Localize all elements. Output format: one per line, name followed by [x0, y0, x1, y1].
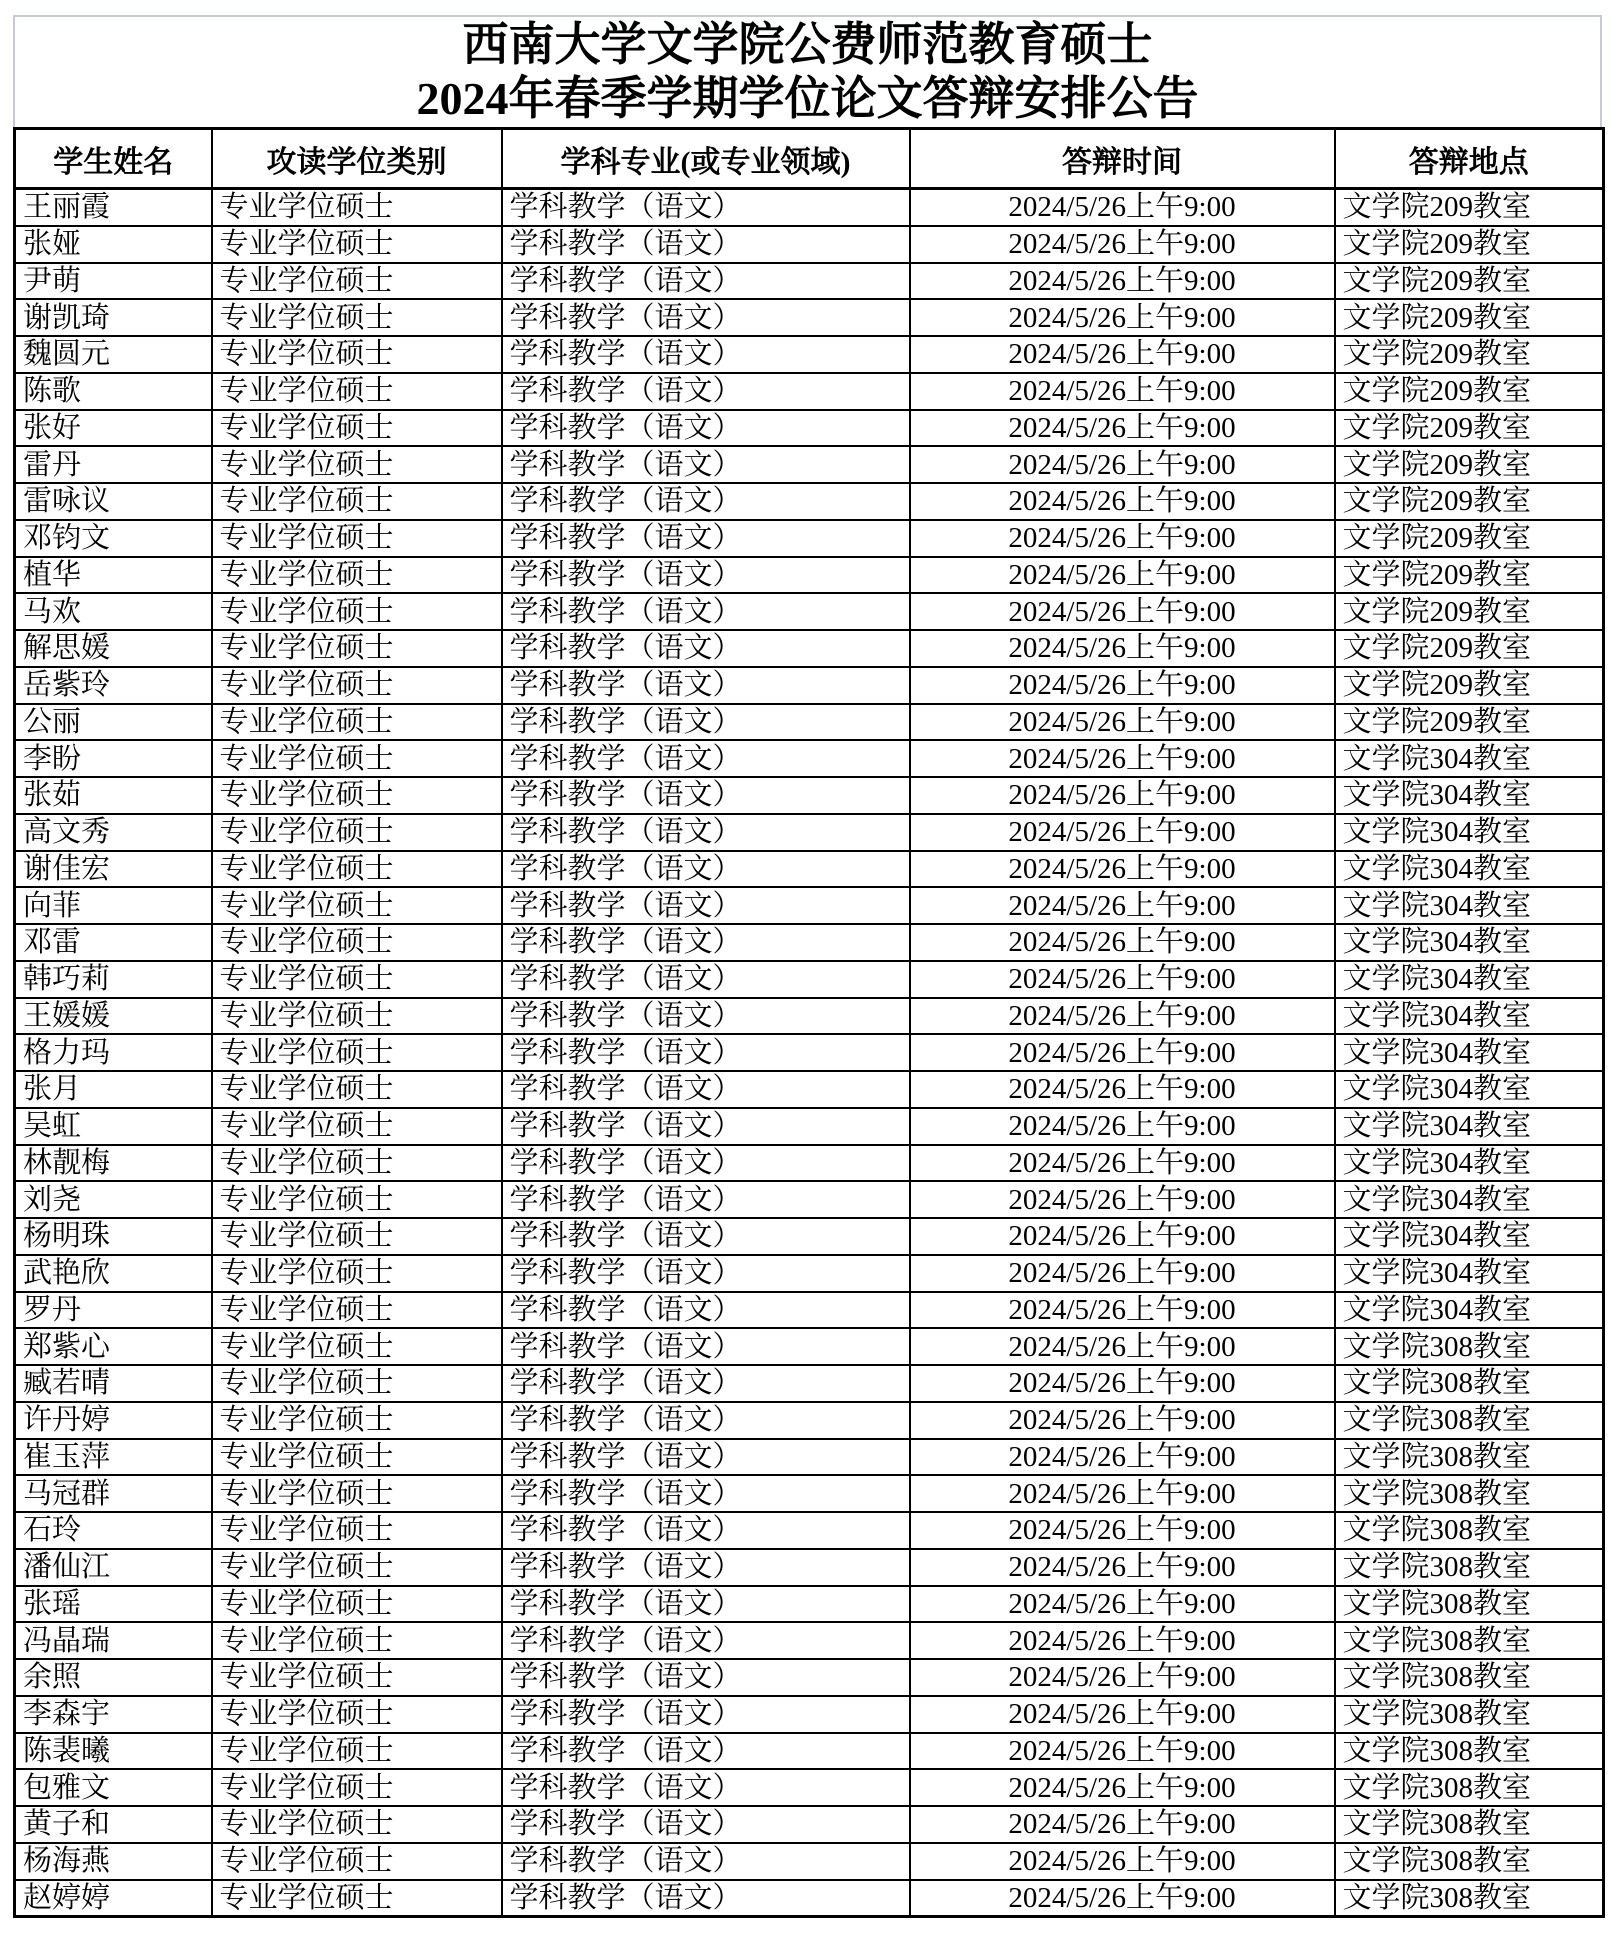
student-name-cell: 杨海燕 [15, 1843, 212, 1880]
defense-time-cell: 2024/5/26上午9:00 [910, 336, 1335, 373]
defense-time-cell: 2024/5/26上午9:00 [910, 1218, 1335, 1255]
defense-location-cell: 文学院209教室 [1335, 630, 1604, 667]
defense-location-cell: 文学院308教室 [1335, 1733, 1604, 1770]
defense-time-cell: 2024/5/26上午9:00 [910, 1512, 1335, 1549]
student-name-cell: 张好 [15, 410, 212, 447]
table-row [15, 1512, 1604, 1549]
defense-location-cell: 文学院209教室 [1335, 226, 1604, 263]
major-field-cell: 学科教学（语文） [502, 1439, 910, 1476]
student-name-cell: 黄子和 [15, 1806, 212, 1843]
defense-location-cell: 文学院304教室 [1335, 851, 1604, 888]
degree-type-cell: 专业学位硕士 [212, 998, 502, 1035]
defense-location-cell: 文学院304教室 [1335, 1218, 1604, 1255]
defense-time-cell: 2024/5/26上午9:00 [910, 740, 1335, 777]
table-row [15, 1586, 1604, 1623]
degree-type-cell: 专业学位硕士 [212, 924, 502, 961]
table-row [15, 814, 1604, 851]
major-field-cell: 学科教学（语文） [502, 483, 910, 520]
defense-location-cell: 文学院209教室 [1335, 263, 1604, 300]
degree-type-cell: 专业学位硕士 [212, 373, 502, 410]
table-row [15, 851, 1604, 888]
defense-time-cell: 2024/5/26上午9:00 [910, 1365, 1335, 1402]
table-row [15, 336, 1604, 373]
major-field-cell: 学科教学（语文） [502, 1292, 910, 1329]
table-row [15, 1071, 1604, 1108]
defense-location-cell: 文学院304教室 [1335, 1181, 1604, 1218]
defense-time-cell: 2024/5/26上午9:00 [910, 446, 1335, 483]
defense-time-cell: 2024/5/26上午9:00 [910, 263, 1335, 300]
degree-type-cell: 专业学位硕士 [212, 557, 502, 594]
table-row [15, 299, 1604, 336]
student-name-cell: 武艳欣 [15, 1255, 212, 1292]
defense-location-cell: 文学院308教室 [1335, 1696, 1604, 1733]
table-row [15, 961, 1604, 998]
major-field-cell: 学科教学（语文） [502, 1659, 910, 1696]
degree-type-cell: 专业学位硕士 [212, 1034, 502, 1071]
defense-time-cell: 2024/5/26上午9:00 [910, 1255, 1335, 1292]
defense-time-cell: 2024/5/26上午9:00 [910, 189, 1335, 226]
defense-time-cell: 2024/5/26上午9:00 [910, 998, 1335, 1035]
degree-type-cell: 专业学位硕士 [212, 446, 502, 483]
student-name-cell: 植华 [15, 557, 212, 594]
major-field-cell: 学科教学（语文） [502, 1622, 910, 1659]
defense-location-cell: 文学院304教室 [1335, 887, 1604, 924]
table-row [15, 1365, 1604, 1402]
page-frame [13, 15, 1602, 127]
student-name-cell: 王媛媛 [15, 998, 212, 1035]
table-row [15, 704, 1604, 741]
defense-time-cell: 2024/5/26上午9:00 [910, 557, 1335, 594]
defense-time-cell: 2024/5/26上午9:00 [910, 1843, 1335, 1880]
student-name-cell: 邓钧文 [15, 520, 212, 557]
student-name-cell: 石玲 [15, 1512, 212, 1549]
degree-type-cell: 专业学位硕士 [212, 1365, 502, 1402]
defense-schedule-table [13, 127, 1605, 1918]
defense-time-cell: 2024/5/26上午9:00 [910, 1622, 1335, 1659]
degree-type-cell: 专业学位硕士 [212, 336, 502, 373]
student-name-cell: 杨明珠 [15, 1218, 212, 1255]
defense-location-cell: 文学院308教室 [1335, 1843, 1604, 1880]
degree-type-cell: 专业学位硕士 [212, 593, 502, 630]
degree-type-cell: 专业学位硕士 [212, 263, 502, 300]
major-field-cell: 学科教学（语文） [502, 226, 910, 263]
defense-time-cell: 2024/5/26上午9:00 [910, 961, 1335, 998]
table-row [15, 1549, 1604, 1586]
major-field-cell: 学科教学（语文） [502, 520, 910, 557]
degree-type-cell: 专业学位硕士 [212, 1586, 502, 1623]
degree-type-cell: 专业学位硕士 [212, 1402, 502, 1439]
column-header-defense-location: 答辩地点 [1335, 129, 1604, 189]
major-field-cell: 学科教学（语文） [502, 189, 910, 226]
column-header-student-name: 学生姓名 [15, 129, 212, 189]
major-field-cell: 学科教学（语文） [502, 1475, 910, 1512]
defense-time-cell: 2024/5/26上午9:00 [910, 373, 1335, 410]
student-name-cell: 马欢 [15, 593, 212, 630]
table-row [15, 740, 1604, 777]
table-row [15, 593, 1604, 630]
student-name-cell: 刘尧 [15, 1181, 212, 1218]
table-header-row [15, 129, 1604, 189]
defense-location-cell: 文学院308教室 [1335, 1475, 1604, 1512]
defense-time-cell: 2024/5/26上午9:00 [910, 667, 1335, 704]
degree-type-cell: 专业学位硕士 [212, 1255, 502, 1292]
student-name-cell: 雷咏议 [15, 483, 212, 520]
student-name-cell: 李森宇 [15, 1696, 212, 1733]
major-field-cell: 学科教学（语文） [502, 740, 910, 777]
defense-time-cell: 2024/5/26上午9:00 [910, 1733, 1335, 1770]
student-name-cell: 高文秀 [15, 814, 212, 851]
major-field-cell: 学科教学（语文） [502, 1328, 910, 1365]
degree-type-cell: 专业学位硕士 [212, 1769, 502, 1806]
degree-type-cell: 专业学位硕士 [212, 630, 502, 667]
table-row [15, 1475, 1604, 1512]
student-name-cell: 陈裴曦 [15, 1733, 212, 1770]
student-name-cell: 格力玛 [15, 1034, 212, 1071]
table-row [15, 1218, 1604, 1255]
defense-time-cell: 2024/5/26上午9:00 [910, 1145, 1335, 1182]
column-header-major-field: 学科专业(或专业领域) [502, 129, 910, 189]
major-field-cell: 学科教学（语文） [502, 1880, 910, 1917]
degree-type-cell: 专业学位硕士 [212, 1292, 502, 1329]
defense-time-cell: 2024/5/26上午9:00 [910, 924, 1335, 961]
table-row [15, 1328, 1604, 1365]
defense-location-cell: 文学院304教室 [1335, 777, 1604, 814]
defense-location-cell: 文学院209教室 [1335, 336, 1604, 373]
major-field-cell: 学科教学（语文） [502, 373, 910, 410]
major-field-cell: 学科教学（语文） [502, 851, 910, 888]
defense-time-cell: 2024/5/26上午9:00 [910, 1769, 1335, 1806]
major-field-cell: 学科教学（语文） [502, 1806, 910, 1843]
student-name-cell: 陈歌 [15, 373, 212, 410]
major-field-cell: 学科教学（语文） [502, 998, 910, 1035]
major-field-cell: 学科教学（语文） [502, 336, 910, 373]
defense-location-cell: 文学院304教室 [1335, 814, 1604, 851]
major-field-cell: 学科教学（语文） [502, 1108, 910, 1145]
degree-type-cell: 专业学位硕士 [212, 740, 502, 777]
defense-time-cell: 2024/5/26上午9:00 [910, 1549, 1335, 1586]
student-name-cell: 潘仙江 [15, 1549, 212, 1586]
student-name-cell: 马冠群 [15, 1475, 212, 1512]
major-field-cell: 学科教学（语文） [502, 1696, 910, 1733]
table-row [15, 520, 1604, 557]
student-name-cell: 赵婷婷 [15, 1880, 212, 1917]
major-field-cell: 学科教学（语文） [502, 1034, 910, 1071]
degree-type-cell: 专业学位硕士 [212, 1218, 502, 1255]
degree-type-cell: 专业学位硕士 [212, 1181, 502, 1218]
major-field-cell: 学科教学（语文） [502, 924, 910, 961]
table-row [15, 1843, 1604, 1880]
major-field-cell: 学科教学（语文） [502, 1402, 910, 1439]
defense-time-cell: 2024/5/26上午9:00 [910, 887, 1335, 924]
defense-location-cell: 文学院209教室 [1335, 410, 1604, 447]
defense-location-cell: 文学院304教室 [1335, 998, 1604, 1035]
major-field-cell: 学科教学（语文） [502, 1733, 910, 1770]
degree-type-cell: 专业学位硕士 [212, 887, 502, 924]
defense-location-cell: 文学院308教室 [1335, 1328, 1604, 1365]
defense-time-cell: 2024/5/26上午9:00 [910, 1880, 1335, 1917]
major-field-cell: 学科教学（语文） [502, 263, 910, 300]
table-row [15, 1255, 1604, 1292]
defense-location-cell: 文学院304教室 [1335, 1145, 1604, 1182]
major-field-cell: 学科教学（语文） [502, 410, 910, 447]
defense-location-cell: 文学院209教室 [1335, 557, 1604, 594]
degree-type-cell: 专业学位硕士 [212, 1512, 502, 1549]
degree-type-cell: 专业学位硕士 [212, 1475, 502, 1512]
student-name-cell: 张瑶 [15, 1586, 212, 1623]
defense-location-cell: 文学院209教室 [1335, 189, 1604, 226]
student-name-cell: 韩巧莉 [15, 961, 212, 998]
major-field-cell: 学科教学（语文） [502, 1218, 910, 1255]
table-row [15, 1108, 1604, 1145]
table-row [15, 777, 1604, 814]
table-row [15, 410, 1604, 447]
major-field-cell: 学科教学（语文） [502, 1769, 910, 1806]
defense-location-cell: 文学院304教室 [1335, 1071, 1604, 1108]
defense-location-cell: 文学院308教室 [1335, 1586, 1604, 1623]
degree-type-cell: 专业学位硕士 [212, 1439, 502, 1476]
defense-time-cell: 2024/5/26上午9:00 [910, 704, 1335, 741]
defense-time-cell: 2024/5/26上午9:00 [910, 1402, 1335, 1439]
degree-type-cell: 专业学位硕士 [212, 777, 502, 814]
degree-type-cell: 专业学位硕士 [212, 704, 502, 741]
defense-location-cell: 文学院209教室 [1335, 667, 1604, 704]
major-field-cell: 学科教学（语文） [502, 1145, 910, 1182]
degree-type-cell: 专业学位硕士 [212, 1549, 502, 1586]
table-row [15, 1733, 1604, 1770]
table-row [15, 373, 1604, 410]
defense-location-cell: 文学院308教室 [1335, 1769, 1604, 1806]
degree-type-cell: 专业学位硕士 [212, 1843, 502, 1880]
student-name-cell: 向菲 [15, 887, 212, 924]
major-field-cell: 学科教学（语文） [502, 1512, 910, 1549]
degree-type-cell: 专业学位硕士 [212, 667, 502, 704]
defense-location-cell: 文学院209教室 [1335, 373, 1604, 410]
defense-location-cell: 文学院209教室 [1335, 520, 1604, 557]
major-field-cell: 学科教学（语文） [502, 1181, 910, 1218]
student-name-cell: 岳紫玲 [15, 667, 212, 704]
table-row [15, 1880, 1604, 1917]
major-field-cell: 学科教学（语文） [502, 1549, 910, 1586]
defense-location-cell: 文学院209教室 [1335, 299, 1604, 336]
student-name-cell: 张月 [15, 1071, 212, 1108]
defense-location-cell: 文学院304教室 [1335, 1255, 1604, 1292]
student-name-cell: 解思媛 [15, 630, 212, 667]
column-header-degree-type: 攻读学位类别 [212, 129, 502, 189]
defense-location-cell: 文学院304教室 [1335, 1292, 1604, 1329]
student-name-cell: 吴虹 [15, 1108, 212, 1145]
table-row [15, 1439, 1604, 1476]
table-row [15, 1034, 1604, 1071]
defense-location-cell: 文学院304教室 [1335, 1034, 1604, 1071]
defense-time-cell: 2024/5/26上午9:00 [910, 851, 1335, 888]
degree-type-cell: 专业学位硕士 [212, 814, 502, 851]
defense-location-cell: 文学院308教室 [1335, 1880, 1604, 1917]
defense-time-cell: 2024/5/26上午9:00 [910, 1328, 1335, 1365]
table-row [15, 887, 1604, 924]
major-field-cell: 学科教学（语文） [502, 593, 910, 630]
defense-time-cell: 2024/5/26上午9:00 [910, 593, 1335, 630]
degree-type-cell: 专业学位硕士 [212, 1071, 502, 1108]
defense-location-cell: 文学院308教室 [1335, 1512, 1604, 1549]
table-row [15, 557, 1604, 594]
major-field-cell: 学科教学（语文） [502, 1843, 910, 1880]
student-name-cell: 郑紫心 [15, 1328, 212, 1365]
defense-time-cell: 2024/5/26上午9:00 [910, 1586, 1335, 1623]
student-name-cell: 雷丹 [15, 446, 212, 483]
major-field-cell: 学科教学（语文） [502, 777, 910, 814]
major-field-cell: 学科教学（语文） [502, 1365, 910, 1402]
defense-time-cell: 2024/5/26上午9:00 [910, 1659, 1335, 1696]
student-name-cell: 许丹婷 [15, 1402, 212, 1439]
major-field-cell: 学科教学（语文） [502, 961, 910, 998]
major-field-cell: 学科教学（语文） [502, 630, 910, 667]
student-name-cell: 包雅文 [15, 1769, 212, 1806]
table-row [15, 1659, 1604, 1696]
student-name-cell: 魏圆元 [15, 336, 212, 373]
major-field-cell: 学科教学（语文） [502, 887, 910, 924]
defense-location-cell: 文学院209教室 [1335, 446, 1604, 483]
defense-location-cell: 文学院209教室 [1335, 593, 1604, 630]
student-name-cell: 张娅 [15, 226, 212, 263]
degree-type-cell: 专业学位硕士 [212, 1659, 502, 1696]
major-field-cell: 学科教学（语文） [502, 1255, 910, 1292]
defense-time-cell: 2024/5/26上午9:00 [910, 1696, 1335, 1733]
defense-location-cell: 文学院209教室 [1335, 704, 1604, 741]
table-row [15, 1181, 1604, 1218]
degree-type-cell: 专业学位硕士 [212, 299, 502, 336]
defense-time-cell: 2024/5/26上午9:00 [910, 1475, 1335, 1512]
major-field-cell: 学科教学（语文） [502, 704, 910, 741]
doc-title-line2: 2024年春季学期学位论文答辩安排公告 [416, 73, 1199, 124]
degree-type-cell: 专业学位硕士 [212, 1145, 502, 1182]
defense-location-cell: 文学院304教室 [1335, 740, 1604, 777]
table-row [15, 667, 1604, 704]
student-name-cell: 林靓梅 [15, 1145, 212, 1182]
defense-location-cell: 文学院308教室 [1335, 1439, 1604, 1476]
student-name-cell: 臧若晴 [15, 1365, 212, 1402]
defense-time-cell: 2024/5/26上午9:00 [910, 1071, 1335, 1108]
defense-time-cell: 2024/5/26上午9:00 [910, 1292, 1335, 1329]
table-row [15, 483, 1604, 520]
student-name-cell: 冯晶瑞 [15, 1622, 212, 1659]
defense-location-cell: 文学院209教室 [1335, 483, 1604, 520]
degree-type-cell: 专业学位硕士 [212, 1622, 502, 1659]
table-row [15, 1769, 1604, 1806]
major-field-cell: 学科教学（语文） [502, 667, 910, 704]
degree-type-cell: 专业学位硕士 [212, 1806, 502, 1843]
student-name-cell: 谢凯琦 [15, 299, 212, 336]
table-row [15, 1806, 1604, 1843]
table-row [15, 1622, 1604, 1659]
degree-type-cell: 专业学位硕士 [212, 226, 502, 263]
table-row [15, 446, 1604, 483]
defense-time-cell: 2024/5/26上午9:00 [910, 483, 1335, 520]
defense-location-cell: 文学院308教室 [1335, 1659, 1604, 1696]
degree-type-cell: 专业学位硕士 [212, 1108, 502, 1145]
defense-location-cell: 文学院308教室 [1335, 1365, 1604, 1402]
defense-location-cell: 文学院308教室 [1335, 1622, 1604, 1659]
table-row [15, 998, 1604, 1035]
student-name-cell: 李盼 [15, 740, 212, 777]
defense-time-cell: 2024/5/26上午9:00 [910, 1439, 1335, 1476]
defense-location-cell: 文学院308教室 [1335, 1549, 1604, 1586]
degree-type-cell: 专业学位硕士 [212, 189, 502, 226]
defense-location-cell: 文学院304教室 [1335, 961, 1604, 998]
major-field-cell: 学科教学（语文） [502, 814, 910, 851]
defense-time-cell: 2024/5/26上午9:00 [910, 410, 1335, 447]
student-name-cell: 谢佳宏 [15, 851, 212, 888]
defense-time-cell: 2024/5/26上午9:00 [910, 1181, 1335, 1218]
table-row [15, 226, 1604, 263]
doc-title-line1: 西南大学文学院公费师范教育硕士 [462, 19, 1153, 70]
table-row [15, 263, 1604, 300]
defense-location-cell: 文学院308教室 [1335, 1806, 1604, 1843]
table-row [15, 630, 1604, 667]
defense-time-cell: 2024/5/26上午9:00 [910, 777, 1335, 814]
degree-type-cell: 专业学位硕士 [212, 851, 502, 888]
degree-type-cell: 专业学位硕士 [212, 1696, 502, 1733]
defense-time-cell: 2024/5/26上午9:00 [910, 1108, 1335, 1145]
table-row [15, 924, 1604, 961]
column-header-defense-time: 答辩时间 [910, 129, 1335, 189]
degree-type-cell: 专业学位硕士 [212, 1328, 502, 1365]
defense-time-cell: 2024/5/26上午9:00 [910, 1806, 1335, 1843]
defense-location-cell: 文学院304教室 [1335, 1108, 1604, 1145]
major-field-cell: 学科教学（语文） [502, 557, 910, 594]
degree-type-cell: 专业学位硕士 [212, 410, 502, 447]
student-name-cell: 余照 [15, 1659, 212, 1696]
student-name-cell: 张茹 [15, 777, 212, 814]
defense-time-cell: 2024/5/26上午9:00 [910, 299, 1335, 336]
student-name-cell: 崔玉萍 [15, 1439, 212, 1476]
student-name-cell: 王丽霞 [15, 189, 212, 226]
student-name-cell: 罗丹 [15, 1292, 212, 1329]
defense-location-cell: 文学院308教室 [1335, 1402, 1604, 1439]
table-row [15, 1696, 1604, 1733]
major-field-cell: 学科教学（语文） [502, 299, 910, 336]
defense-location-cell: 文学院304教室 [1335, 924, 1604, 961]
table-row [15, 1292, 1604, 1329]
table-row [15, 189, 1604, 226]
major-field-cell: 学科教学（语文） [502, 1586, 910, 1623]
defense-time-cell: 2024/5/26上午9:00 [910, 1034, 1335, 1071]
degree-type-cell: 专业学位硕士 [212, 961, 502, 998]
student-name-cell: 尹萌 [15, 263, 212, 300]
degree-type-cell: 专业学位硕士 [212, 483, 502, 520]
degree-type-cell: 专业学位硕士 [212, 1733, 502, 1770]
table-row [15, 1402, 1604, 1439]
student-name-cell: 邓雷 [15, 924, 212, 961]
defense-time-cell: 2024/5/26上午9:00 [910, 226, 1335, 263]
student-name-cell: 公丽 [15, 704, 212, 741]
defense-time-cell: 2024/5/26上午9:00 [910, 630, 1335, 667]
defense-time-cell: 2024/5/26上午9:00 [910, 520, 1335, 557]
degree-type-cell: 专业学位硕士 [212, 520, 502, 557]
degree-type-cell: 专业学位硕士 [212, 1880, 502, 1917]
major-field-cell: 学科教学（语文） [502, 446, 910, 483]
defense-time-cell: 2024/5/26上午9:00 [910, 814, 1335, 851]
major-field-cell: 学科教学（语文） [502, 1071, 910, 1108]
table-row [15, 1145, 1604, 1182]
